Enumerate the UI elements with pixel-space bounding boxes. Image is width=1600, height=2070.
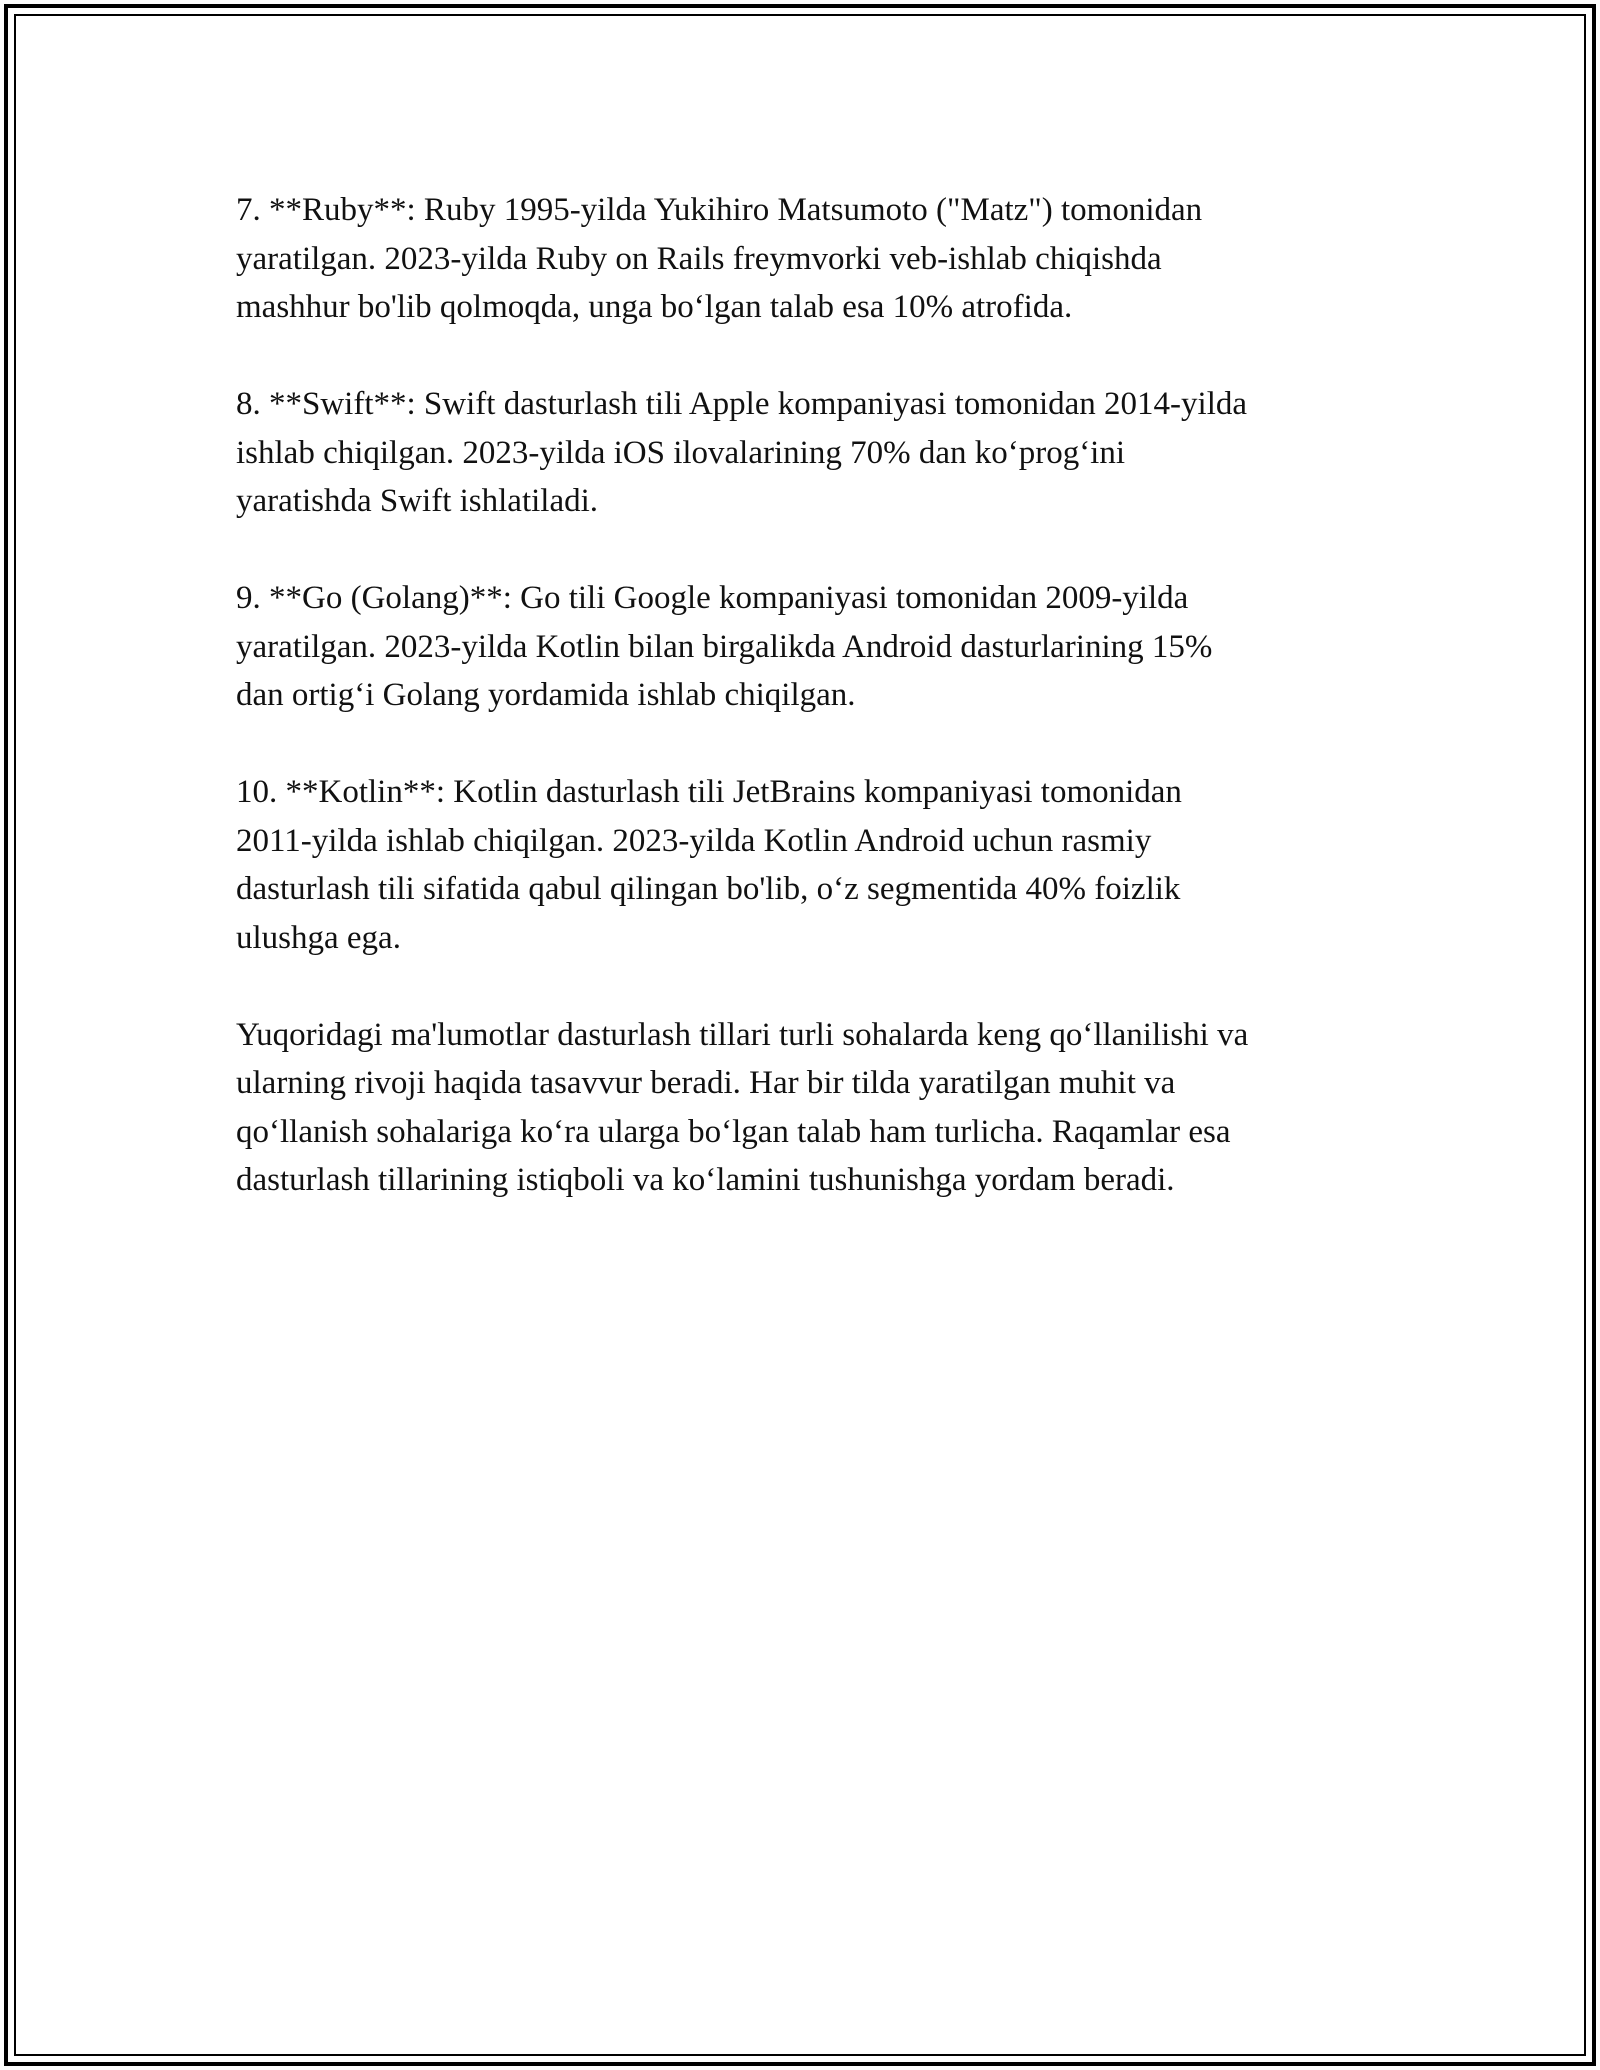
- text-line: 7. **Ruby**: Ruby 1995-yilda Yukihiro Matsumoto ("Matz") tomonidan: [236, 192, 1203, 228]
- text-line: yaratishda Swift ishlatiladi.: [236, 483, 599, 519]
- text-line: dasturlash tili sifatida qabul qilingan bo'lib, o‘z segmentida 40% foizlik: [236, 871, 1181, 907]
- text-line: qo‘llanish sohalariga ko‘ra ularga bo‘lgan talab ham turlicha. Raqamlar esa: [236, 1113, 1231, 1150]
- text-line: ulushga ega.: [236, 919, 401, 956]
- text-line: 9. **Go (Golang)**: Go tili Google kompaniyasi tomonidan 2009-yilda: [236, 580, 1189, 616]
- text-line: 2011-yilda ishlab chiqilgan. 2023-yilda Kotlin Android uchun rasmiy: [236, 822, 1152, 859]
- text-line: yaratilgan. 2023-yilda Ruby on Rails freymvorki veb-ishlab chiqishda: [236, 240, 1162, 277]
- paragraph-conclusion: [236, 1011, 1386, 1205]
- text-line: mashhur bo'lib qolmoqda, unga bo‘lgan talab esa 10% atrofida.: [236, 289, 1073, 325]
- text-line: dasturlash tillarining istiqboli va ko‘lamini tushunishga yordam beradi.: [236, 1162, 1175, 1198]
- text-line: 8. **Swift**: Swift dasturlash tili Apple kompaniyasi tomonidan 2014-yilda: [236, 386, 1248, 422]
- text-line: 10. **Kotlin**: Kotlin dasturlash tili JetBrains kompaniyasi tomonidan: [236, 774, 1182, 810]
- paragraph-swift: [236, 380, 1386, 526]
- text-line: Yuqoridagi ma'lumotlar dasturlash tillari turli sohalarda keng qo‘llanilishi va: [236, 1016, 1249, 1053]
- text-line: yaratilgan. 2023-yilda Kotlin bilan birgalikda Android dasturlarining 15%: [236, 628, 1213, 665]
- paragraph-go: [236, 574, 1386, 720]
- document-body: [236, 186, 1386, 1253]
- text-line: ularning rivoji haqida tasavvur beradi. Har bir tilda yaratilgan muhit va: [236, 1065, 1176, 1101]
- text-line: ishlab chiqilgan. 2023-yilda iOS ilovalarining 70% dan ko‘prog‘ini: [236, 434, 1126, 471]
- paragraph-ruby: [236, 186, 1386, 332]
- text-line: dan ortig‘i Golang yordamida ishlab chiqilgan.: [236, 677, 856, 713]
- paragraph-kotlin: [236, 768, 1386, 962]
